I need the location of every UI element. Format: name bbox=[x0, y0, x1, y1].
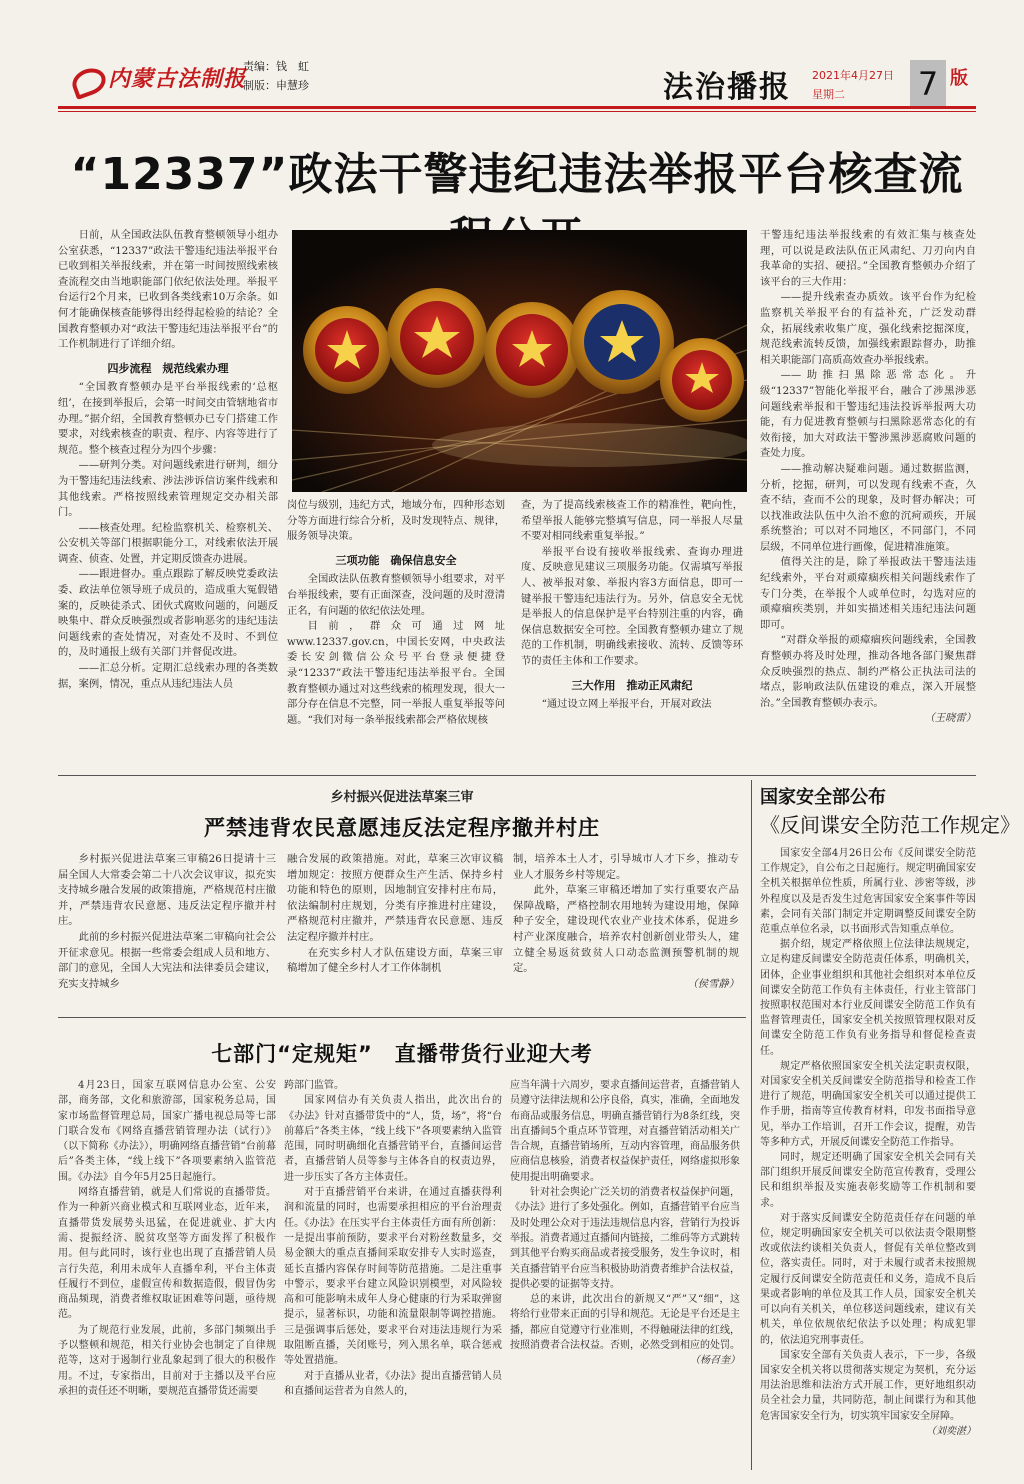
livestream-col-3 bbox=[510, 1078, 740, 1369]
byline: （杨召奎） bbox=[690, 1355, 740, 1367]
paragraph: 为了规范行业发展，此前，多部门频频出手予以整顿和规范，相关行业协会也制定了自律规范等，这对于遏制行业乱象起到了很大的积极作用。不过，专家指出，目前对于主播以及平台应承担的责任还不明晰，要规范直播带货还需要 bbox=[58, 1324, 276, 1397]
byline: （刘奕湛） bbox=[926, 1425, 976, 1437]
editor-credit: 责编：钱 虹 bbox=[243, 60, 309, 73]
paragraph: 目前，群众可通过网址www.12337.gov.cn，中国长安网，中央政法委长安剑微信公众号平台登录便捷登录“12337”政法干警违纪违法举报平台。全国教育整顿办通过对这些线索的梳理发现，很大一部分存在信息不完整，同一举报人重复举报等问题。“我们对每一条举报线索都会严格依规核 bbox=[287, 620, 505, 726]
paragraph: 国家安全部4月26日公布《反间谍安全防范工作规定》，自公布之日起施行。规定明确国家安全机关根据单位性质，所属行业、涉密等级，涉外程度以及是否发生过危害国家安全案事件等因素，会同有关部门制定并定期调整反间谍安全防范重点单位名录，以书面形式告知重点单位。 bbox=[760, 848, 976, 936]
paragraph: ——提升线索查办质效。该平台作为纪检监察机关举报平台的有益补充，广泛发动群众，拓展线索收集广度，强化线索挖掘深度，规范线索流转反馈，加强线索跟踪督办，助推相关职能部门高质高效查办举报线索。 bbox=[760, 291, 976, 366]
newspaper-logo bbox=[70, 62, 246, 93]
masthead-rule-thin bbox=[58, 111, 976, 112]
masthead-rule bbox=[58, 106, 976, 109]
lead-col-3 bbox=[521, 498, 743, 713]
livestream-col-1 bbox=[58, 1078, 276, 1399]
paragraph: “对群众举报的顽瘴痼疾问题线索，全国教育整顿办将及时处理，推动各地各部门聚焦群众反映强烈的热点、制约严格公正执法司法的堵点，影响政法队伍建设的难点，深入开展整治。”全国教育整顿办表示。 bbox=[760, 634, 976, 709]
paragraph: 规定严格依照国家安全机关法定职责权限，对国家安全机关反间谍安全防范指导和检查工作进行了规范，明确国家安全机关可以通过提供工作手册，指南等宣传教育材料，印发书面指导意见，举办工作培训，召开工作会议，提醒，劝告等多种方式，开展反间谍安全防范工作指导。 bbox=[760, 1060, 976, 1148]
paragraph: 网络直播营销，就是人们常说的直播带货。作为一种新兴商业模式和互联网业态，近年来，直播带货发展势头迅猛，在促进就业、扩大内需、提振经济、脱贫攻坚等方面发挥了积极作用。但与此同时，该行业也出现了直播营销人员言行失范，利用未成年人直播牟利，平台主体责任履行不到位，虚假宣传和数据造假，假冒伪劣商品频现，消费者维权取证困难等问题，亟待规范。 bbox=[58, 1187, 276, 1321]
section-divider bbox=[58, 775, 976, 776]
security-col bbox=[760, 846, 976, 1439]
paragraph: 针对社会舆论广泛关切的消费者权益保护问题，《办法》进行了多处强化。例如，直播营销平台应当及时处理公众对于违法违规信息内容，营销行为投诉举报。消费者通过直播间内链接，二维码等方式跳转到其他平台购买商品或者接受服务，发生争议时，相关直播营销平台应当积极协助消费者维护合法权益，提供必要的证据等支持。 bbox=[510, 1187, 740, 1290]
rural-kicker: 乡村振兴促进法草案三审 bbox=[330, 790, 474, 805]
paragraph: 在充实乡村人才队伍建设方面，草案三审稿增加了健全乡村人才工作体制机 bbox=[287, 946, 503, 975]
paragraph: ——推动解决疑难问题。通过数据监测，分析，挖掘，研判，可以发现有线索不查，久查不结，查而不公的现象，及时督办解决；可以找准政法队伍中久治不愈的沉疴顽疾，开展系统整治；可以对不同地区，不同部门，不同层级，不同单位进行画像，促进精准施策。 bbox=[760, 462, 976, 553]
paragraph: 对于落实反间谍安全防范责任存在问题的单位，规定明确国家安全机关可以依法责令限期整改或依法约谈相关负责人，督促有关单位整改到位，落实责任。同时，对于未履行或者未按照规定履行反间谍安全防范责任和义务，造成不良后果或者影响的单位及其工作人员，国家安全机关可以向有关机关，单位移送问题线索，建议有关机关，单位依规依纪依法予以处理；构成犯罪的，依法追究刑事责任。 bbox=[760, 1212, 976, 1346]
lead-col-1 bbox=[58, 228, 278, 692]
subheading: 三大作用 推动正风肃纪 bbox=[571, 678, 693, 692]
rural-headline: 严禁违背农民意愿违反法定程序撤并村庄 bbox=[204, 816, 600, 840]
police-emblems-photo-art bbox=[292, 230, 747, 492]
paragraph: ——汇总分析。定期汇总线索办理的各类数据，案例，情况，重点从违纪违法人员 bbox=[58, 662, 278, 690]
page-unit: 版 bbox=[950, 68, 968, 89]
issue-weekday: 星期二 bbox=[812, 88, 845, 101]
byline: （侯雪静） bbox=[687, 977, 739, 990]
paragraph: 全国政法队伍教育整顿领导小组要求，对平台举报线索，要有正面深查，没问题的及时澄清正名，有问题的依纪依法处理。 bbox=[287, 573, 505, 617]
paragraph: 4月23日，国家互联网信息办公室、公安部，商务部，文化和旅游部，国家税务总局，国家市场监督管理总局，国家广播电视总局等七部门联合发布《网络直播营销管理办法（试行）》（以下简称《办法》），明确网络直播营销“台前幕后”各类主体，“线上线下”各项要素纳入监管范围。《办法》自今年5月25日起施行。 bbox=[58, 1080, 276, 1183]
paragraph: 值得关注的是，除了举报政法干警违法违纪线索外，平台对顽瘴痼疾相关问题线索作了专门分类，在举报个人或单位时，勾选对应的顽瘴痼疾类别，并如实描述相关违纪违法问题即可。 bbox=[760, 556, 976, 631]
paragraph: 对于直播从业者，《办法》提出直播营销人员和直播间运营者为自然人的， bbox=[284, 1370, 502, 1397]
paragraph: 举报平台设有接收举报线索、查询办理进度、反映意见建议三项服务功能。仅需填写举报人、被举报对象、举报内容3方面信息，即可一键举报干警违纪违法行为。另外，信息安全无忧是举报人的信息保护是平台特别注重的内容，确保信息数据安全可控。全国教育整顿办建立了规范的工作机制，明确线索接收、流转、反馈等环节的责任主体和工作要求。 bbox=[521, 545, 743, 667]
paragraph: 岗位与级别，违纪方式，地域分布，四种形态划分等方面进行综合分析，及时发现特点、规律，服务领导决策。 bbox=[287, 499, 505, 543]
paragraph: 同时，规定还明确了国家安全机关会同有关部门组织开展反间谍安全防范宣传教育，受理公民和组织举报及实施表彰奖励等工作机制和要求。 bbox=[760, 1152, 976, 1209]
logo-swirl-icon bbox=[70, 67, 104, 89]
lead-headline: “12337”政法干警违纪违法举报平台核查流 bbox=[70, 149, 964, 200]
rural-col-2 bbox=[287, 852, 503, 977]
section-title: 法治播报 bbox=[663, 70, 791, 105]
lead-col-4 bbox=[760, 228, 976, 727]
livestream-headline: 七部门“定规矩” 直播带货行业迎大考 bbox=[211, 1042, 593, 1066]
paragraph: “通过设立网上举报平台，开展对政法 bbox=[541, 698, 712, 711]
issue-date-box bbox=[808, 64, 912, 106]
paragraph: 融合发展的政策措施。对此，草案三次审议稿增加规定：按照方便群众生产生活、保持乡村功能和特色的原则，因地制宜安排村庄布局，依法编制村庄规划，分类有序推进村庄建设，严格规范村庄撤并，严禁违背农民意愿、违反法定程序撤并村庄。 bbox=[287, 853, 503, 943]
paragraph: ——助推扫黑除恶常态化。升级“12337”智能化举报平台，融合了涉黑涉恶问题线索举报和干警违纪违法投诉举报两大功能，有力促进教育整顿与扫黑除恶常态化的有效衔接，加大对政法干警涉黑涉恶腐败问题的查处力度。 bbox=[760, 369, 976, 460]
paragraph: 乡村振兴促进法草案三审稿26日提请十三届全国人大常委会第二十八次会议审议，拟充实支持城乡融合发展的政策措施，严格规范村庄撤并，严禁违背农民意愿、违反法定程序撤并村庄。 bbox=[58, 853, 276, 928]
editor-credits bbox=[243, 57, 309, 95]
rural-col-3 bbox=[513, 852, 739, 992]
paragraph: 国家网信办有关负责人指出，此次出台的《办法》针对直播带货中的“人，货，场”，将“台前幕后”各类主体，“线上线下”各项要素纳入监管范围，同时明确细化直播营销平台，直播间运营者，直播营销人员等参与主体各自的权责边界，进一步压实了各方主体责任。 bbox=[284, 1095, 502, 1183]
issue-date: 2021年4月27日 bbox=[812, 69, 894, 82]
paragraph: 应当年满十六周岁，要求直播间运营者，直播营销人员遵守法律法规和公序良俗，真实，准确，全面地发布商品或服务信息，明确直播营销行为8条红线，突出直播间5个重点环节管理，对直播营销活动相关广告合规，直播营销场所，互动内容管理，商品服务供应商信息核验，消费者权益保护责任，网络虚拟形象使用提出明确要求。 bbox=[510, 1080, 740, 1183]
rural-col-1 bbox=[58, 852, 276, 992]
paragraph: ——跟进督办。重点跟踪了解反映党委政法委、政法单位领导班子成员的，造成重大冤假错案的，反映徒杀式、团伙式腐败问题的，问题反映集中、群众反映强烈或者影响恶劣的违纪违法问题线索的查处情况，对查处不及时、不到位的，及时通报上级有关部门并督促改进。 bbox=[58, 568, 278, 659]
paragraph: 对于直播营销平台来讲，在通过直播获得利润和流量的同时，也需要承担相应的平台治理责任。《办法》在压实平台主体责任方面有所创新：一是提出事前预防，要求平台对粉丝数量多，交易金额大的重点直播间采取安排专人实时巡查，延长直播内容保存时间等防范措施。二是注重事中警示，要求平台建立风险识别模型，对风险较高和可能影响未成年人身心健康的行为采取弹窗提示，显著标识，功能和流量限制等调控措施。三是强调事后惩处，要求平台对违法违规行为采取阻断直播，关闭账号，列入黑名单，联合惩戒等处置措施。 bbox=[284, 1187, 502, 1367]
subheading: 三项功能 确保信息安全 bbox=[335, 553, 457, 567]
logo-text: 内蒙古法制报 bbox=[108, 66, 247, 92]
paragraph: 总的来讲，此次出台的新规又“严”又“细”，这将给行业带来正面的引导和规范。无论是平台还是主播，都应自觉遵守行业准则，不得触碰法律的红线，按照消费者合法权益。否则，必然受到相应的处罚。 bbox=[510, 1294, 740, 1352]
lead-col-2 bbox=[287, 498, 505, 728]
page-number: 7 bbox=[910, 60, 946, 108]
paragraph: 此外，草案三审稿还增加了实行重要农产品保障战略，严格控制农用地转为建设用地，保障种子安全，建设现代农业产业技术体系，促进乡村产业深度融合，培养农村创新创业带头人，建立健全易返贫致贫人口动态监测预警机制的规定。 bbox=[513, 884, 739, 975]
police-emblems-photo bbox=[292, 230, 747, 492]
subheading: 四步流程 规范线索办理 bbox=[107, 361, 229, 375]
paragraph: 干警违纪违法举报线索的有效汇集与核查处理，可以说是政法队伍正风肃纪、刀刃向内自我革命的实招、硬招。”全国教育整顿办介绍了该平台的三大作用： bbox=[760, 229, 976, 288]
paragraph: 制，培养本土人才，引导城市人才下乡，推动专业人才服务乡村等规定。 bbox=[513, 853, 739, 881]
masthead bbox=[0, 0, 1024, 112]
paragraph: 国家安全部有关负责人表示，下一步，各级国家安全机关将以贯彻落实规定为契机，充分运用法治思维和法治方式开展工作，更好地组织动员全社会力量，共同防范，制止间谍行为和其他危害国家安全行为，切实筑牢国家安全屏障。 bbox=[760, 1349, 976, 1422]
paragraph: 据介绍，规定严格依照上位法律法规规定，立足构建反间谍安全防范责任体系，明确机关，团体，企业事业组织和其他社会组织对本单位反间谍安全防范工作负有主体责任，行业主管部门按照职权范围对本行业反间谍安全防范工作负有监督管理责任，国家安全机关按照管理权限对反间谍安全防范工作负有业务指导和督促检查责任。 bbox=[760, 939, 976, 1057]
paragraph: 日前，从全国政法队伍教育整顿领导小组办公室获悉，“12337”政法干警违纪违法举报平台已收到相关举报线索，并在第一时间按照线索核查流程交由当地职能部门依纪依法处理。举报平台运行2个月来，已收到各类线索10万余条。如何才能确保核查能够得出经得起检验的结论？全国教育整顿办对“政法干警违纪违法举报平台”的工作机制进行了详细介绍。 bbox=[58, 229, 278, 351]
section-divider bbox=[58, 1017, 746, 1018]
paragraph: “全国教育整顿办是平台举报线索的‘总枢纽’，在接到举报后，会第一时间交由管辖地省市办理。”据介绍，全国教育整顿办已专门搭建工作要求，对线索核查的职责、程序、内容等进行了规范。整个核查过程分为四个步骤： bbox=[58, 381, 278, 456]
paragraph: 此前的乡村振兴促进法草案二审稿向社会公开征求意见。根据一些常委会组成人员和地方、部门的意见，全国人大宪法和法律委员会建议，充实支持城乡 bbox=[58, 930, 276, 990]
paragraph: 查，为了提高线索核查工作的精准性，靶向性，希望举报人能够完整填写信息，同一举报人尽量不要对相同线索重复举报。” bbox=[521, 499, 743, 543]
byline: （王晓雷） bbox=[924, 712, 976, 725]
security-kicker: 国家安全部公布 bbox=[760, 787, 886, 808]
security-headline: 《反间谍安全防范工作规定》 bbox=[760, 813, 1020, 837]
column-divider bbox=[751, 780, 752, 1470]
paragraph: ——研判分类。对问题线索进行研判，细分为干警违纪违法线索、涉法涉诉信访案件线索和其他线索。严格按照线索管理规定交办相关部门。 bbox=[58, 459, 278, 519]
paragraph: ——核查处理。纪检监察机关、检察机关、公安机关等部门根据职能分工，对线索依法开展调查、侦查、处置，并定期反馈查办进展。 bbox=[58, 521, 278, 565]
paragraph: 跨部门监管。 bbox=[284, 1080, 344, 1091]
producer-credit: 制版：申慧珍 bbox=[243, 79, 309, 92]
livestream-col-2 bbox=[284, 1078, 502, 1399]
